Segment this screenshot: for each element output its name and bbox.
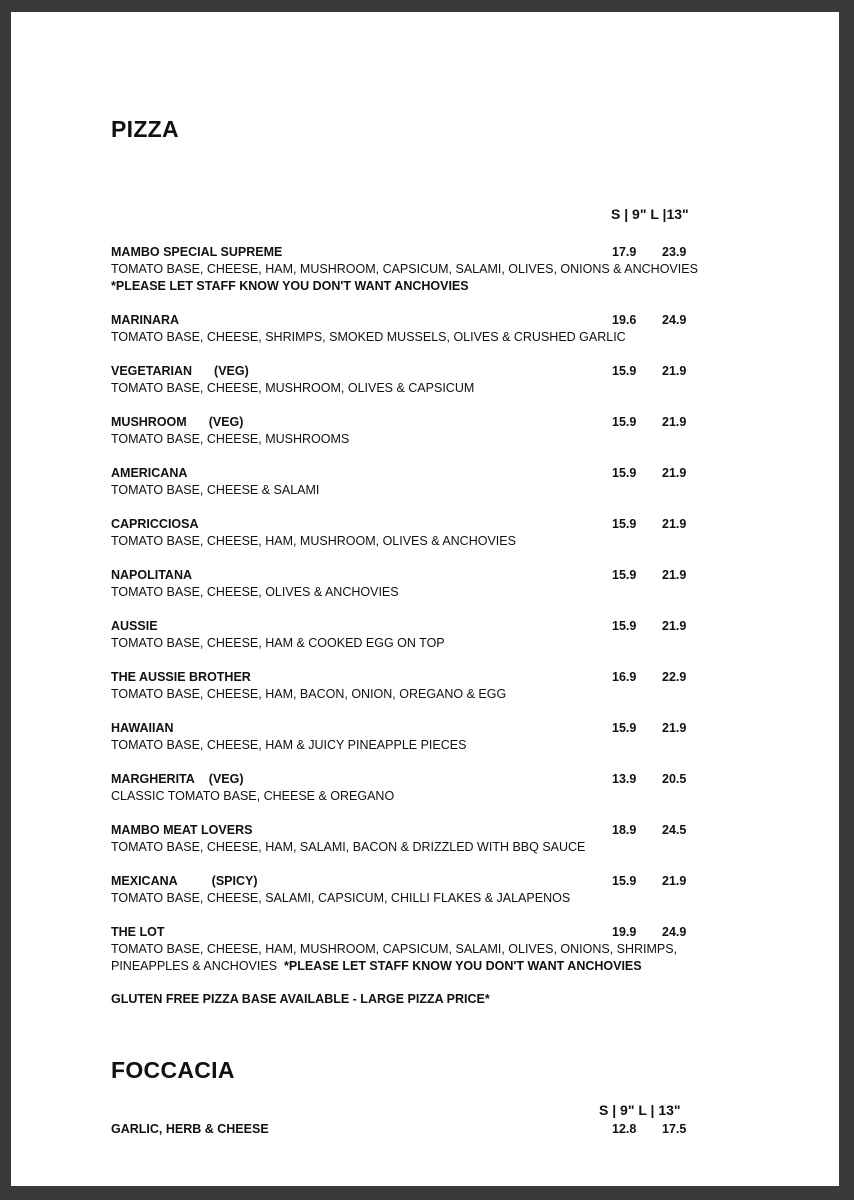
item-description: TOMATO BASE, CHEESE, MUSHROOMS <box>111 432 350 446</box>
item-tag: (VEG) <box>214 364 249 378</box>
price-large: 21.9 <box>662 517 687 531</box>
menu-item <box>111 924 711 975</box>
price-large: 24.9 <box>662 313 687 327</box>
menu-page <box>11 12 839 1186</box>
item-description: TOMATO BASE, CHEESE, HAM, MUSHROOM, CAPSICUM, SALAMI, OLIVES, ONIONS, SHRIMPS, <box>111 942 678 956</box>
item-description: TOMATO BASE, CHEESE, HAM & COOKED EGG ON TOP <box>111 636 445 650</box>
pizza-section-title: PIZZA <box>111 116 179 142</box>
item-name: THE LOT <box>111 925 165 939</box>
item-tag: (SPICY) <box>211 874 258 888</box>
item-description: TOMATO BASE, CHEESE, HAM, BACON, ONION, OREGANO & EGG <box>111 687 507 701</box>
item-name: AMERICANA <box>111 466 188 480</box>
price-large: 21.9 <box>662 364 687 378</box>
item-name: HAWAIIAN <box>111 721 174 735</box>
price-small: 15.9 <box>612 874 637 888</box>
price-large: 21.9 <box>662 721 687 735</box>
item-name: MUSHROOM <box>111 415 187 429</box>
item-description: TOMATO BASE, CHEESE, HAM, SALAMI, BACON & DRIZZLED WITH BBQ SAUCE <box>111 840 586 854</box>
menu-item <box>111 516 711 550</box>
gluten-free-note: GLUTEN FREE PIZZA BASE AVAILABLE - LARGE PIZZA PRICE* <box>111 992 490 1006</box>
item-name: THE AUSSIE BROTHER <box>111 670 251 684</box>
item-description: TOMATO BASE, CHEESE, HAM, MUSHROOM, OLIVES & ANCHOVIES <box>111 534 516 548</box>
price-large: 21.9 <box>662 466 687 480</box>
menu-item <box>111 618 711 652</box>
item-description: TOMATO BASE, CHEESE & SALAMI <box>111 483 320 497</box>
item-note: *PLEASE LET STAFF KNOW YOU DON'T WANT ANCHOVIES <box>284 959 642 973</box>
price-large: 24.9 <box>662 925 687 939</box>
menu-item <box>111 669 711 703</box>
menu-item <box>111 873 711 907</box>
item-tag: (VEG) <box>208 415 244 429</box>
item-description-cont: PINEAPPLES & ANCHOVIES <box>111 959 278 973</box>
price-small: 15.9 <box>612 721 637 735</box>
item-description: TOMATO BASE, CHEESE, HAM, MUSHROOM, CAPSICUM, SALAMI, OLIVES, ONIONS & ANCHOVIES <box>111 262 698 276</box>
price-large: 21.9 <box>662 415 687 429</box>
menu-item <box>111 822 711 856</box>
item-name: MARGHERITA <box>111 772 195 786</box>
price-small: 15.9 <box>612 415 637 429</box>
item-description: TOMATO BASE, CHEESE, HAM & JUICY PINEAPPLE PIECES <box>111 738 467 752</box>
item-description: TOMATO BASE, CHEESE, OLIVES & ANCHOVIES <box>111 585 399 599</box>
menu-item <box>111 312 711 346</box>
menu-item <box>111 465 711 499</box>
item-tag: (VEG) <box>208 772 244 786</box>
price-small: 12.8 <box>612 1122 637 1136</box>
price-small: 15.9 <box>612 568 637 582</box>
menu-item <box>111 363 711 397</box>
price-small: 16.9 <box>612 670 637 684</box>
price-small: 13.9 <box>612 772 637 786</box>
item-name: NAPOLITANA <box>111 568 193 582</box>
item-description: CLASSIC TOMATO BASE, CHEESE & OREGANO <box>111 789 395 803</box>
price-large: 21.9 <box>662 568 687 582</box>
menu-item <box>111 567 711 601</box>
menu-item <box>111 244 711 295</box>
price-small: 15.9 <box>612 364 637 378</box>
price-large: 22.9 <box>662 670 687 684</box>
item-name: MAMBO MEAT LOVERS <box>111 823 253 837</box>
price-large: 24.5 <box>662 823 687 837</box>
item-name: GARLIC, HERB & CHEESE <box>111 1122 269 1136</box>
item-note: *PLEASE LET STAFF KNOW YOU DON'T WANT ANCHOVIES <box>111 279 469 293</box>
foccacia-section-title: FOCCACIA <box>111 1057 235 1083</box>
price-large: 23.9 <box>662 245 687 259</box>
price-large: 21.9 <box>662 874 687 888</box>
price-large: 21.9 <box>662 619 687 633</box>
menu-item <box>111 1121 711 1138</box>
item-name: AUSSIE <box>111 619 158 633</box>
item-name: MEXICANA <box>111 874 178 888</box>
pizza-size-header: S | 9" L |13" <box>611 206 689 222</box>
item-description: TOMATO BASE, CHEESE, SALAMI, CAPSICUM, CHILLI FLAKES & JALAPENOS <box>111 891 571 905</box>
price-large: 20.5 <box>662 772 687 786</box>
foccacia-size-header: S | 9" L | 13" <box>599 1102 681 1118</box>
item-name: VEGETARIAN <box>111 364 193 378</box>
price-small: 19.6 <box>612 313 637 327</box>
menu-item <box>111 771 711 805</box>
price-small: 17.9 <box>612 245 637 259</box>
price-small: 19.9 <box>612 925 637 939</box>
menu-item <box>111 414 711 448</box>
menu-item <box>111 720 711 754</box>
price-small: 18.9 <box>612 823 637 837</box>
item-description: TOMATO BASE, CHEESE, MUSHROOM, OLIVES & CAPSICUM <box>111 381 475 395</box>
item-name: MARINARA <box>111 313 180 327</box>
price-large: 17.5 <box>662 1122 687 1136</box>
price-small: 15.9 <box>612 517 637 531</box>
item-description: TOMATO BASE, CHEESE, SHRIMPS, SMOKED MUSSELS, OLIVES & CRUSHED GARLIC <box>111 330 626 344</box>
item-name: MAMBO SPECIAL SUPREME <box>111 245 283 259</box>
price-small: 15.9 <box>612 466 637 480</box>
item-name: CAPRICCIOSA <box>111 517 199 531</box>
price-small: 15.9 <box>612 619 637 633</box>
